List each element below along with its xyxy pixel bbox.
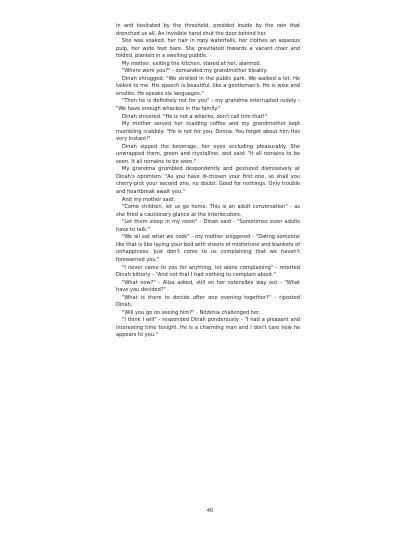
paragraph: "I think I will" - responded Dinah ponderously - "I had a pleasant and interesting time tonight. He is a charming man and I don't care how he appears to you.": [116, 317, 300, 339]
paragraph: My mother served her scalding coffee and my grandmother kept mumbling crabbily: "He is not for you, Donna. You forget about him this very instant!": [116, 121, 300, 143]
paragraph: "What is there to decide after one evening together?" - riposted Dinah.: [116, 294, 300, 309]
paragraph: And my mother said:: [122, 196, 175, 203]
paragraph: "Then he is definitely not for you" - my grandma interrupted rudely - "We have enough whackos in the family.": [116, 98, 300, 113]
paragraph: "I never came to you for anything, let alone complaining" - retorted Dinah bitterly - "And not that I had nothing to complain about.": [116, 264, 300, 279]
page-text: [116, 23, 300, 340]
page-number: 40: [206, 508, 214, 514]
paragraph: My grandma grumbled despondently and gestured dismissively at Dinah's optimism: "As you have ill-chosen your first one, so shall you cherry-pick your second one, no doubt. Good for nothings. Only trouble and heartbreak await you.": [116, 166, 300, 196]
paragraph: in and hesitated by the threshold, prodded inside by the rain that drenched us all. An invisible hand shut the door behind her.: [116, 23, 300, 37]
paragraph: "Where were you?" - demanded my grandmother bleakly.: [122, 68, 268, 75]
paragraph: "Will you go on seeing him?" - Nitzkhia challenged her.: [122, 309, 261, 316]
paragraph: Dinah shrugged. "We strolled in the public park. We walked a lot. He talked to me. His speech is beautiful, like a gentleman's. He is wise and erudite. He speaks six languages.": [116, 75, 300, 97]
paragraph: My mother, exiting the kitchen, stared at her, alarmed.: [122, 60, 262, 67]
paragraph: Dinah shivered. "He is not a whacko, don't call him that!": [122, 113, 267, 120]
paragraph: "Come children, let us go home. This is an adult conversation" - as she fired a cautionary glance at the interlocutors.: [116, 204, 300, 218]
paragraph: Dinah sipped the beverage, her eyes occluding pleasurably. She unwrapped them, green and crystalline, and said: "It all remains to be seen. It all remains to be seen.": [116, 143, 300, 165]
paragraph: "We all eat what we cook" - my mother sniggered - "Dating someone like that is like laying your bed with sheets of misfortune and blankets of unhappiness. Just don't come to us complaining that we haven't forewarned you.": [116, 234, 300, 263]
paragraph: She was soaked, her hair in ropy waterfalls, her clothes an aqueous pulp, her wide feet bare. She gravitated towards a vacant chair and folded, planted in a swelling puddle.: [116, 38, 300, 60]
paragraph: "What now?" - Aliza asked, still on her ostensible way out - "What have you decided?": [116, 279, 300, 294]
paragraph: "Let them sleep in my room" - Dinah said - "Sometimes even adults have to talk.": [116, 219, 300, 233]
